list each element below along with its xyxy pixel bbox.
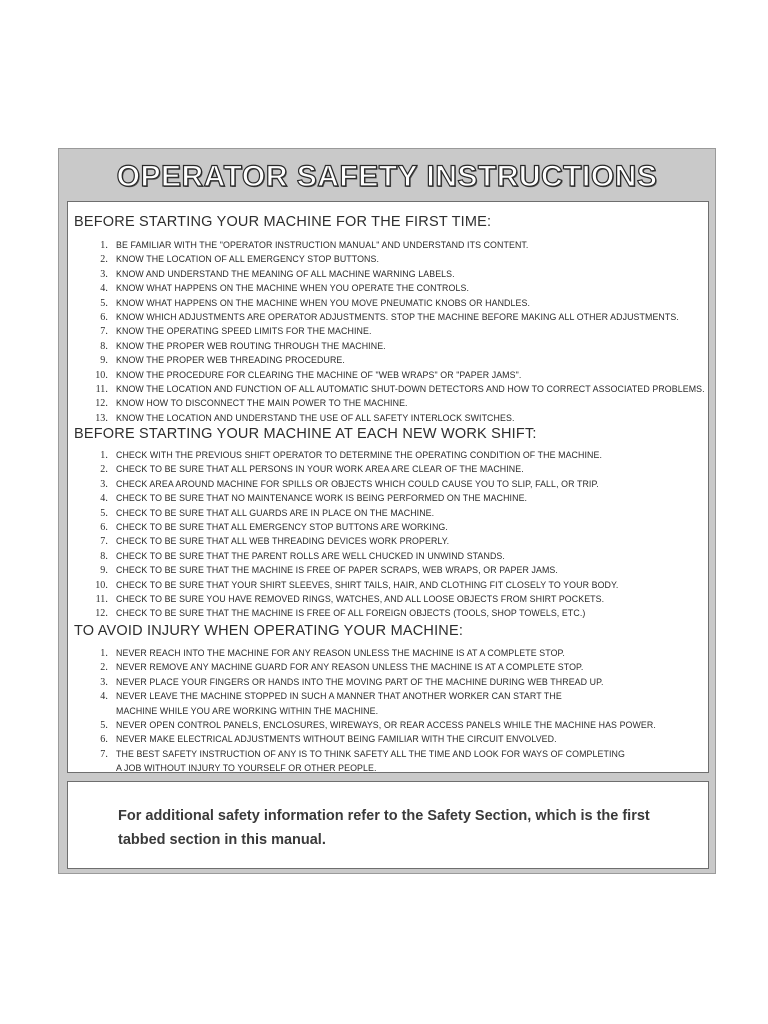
list-item <box>88 521 662 535</box>
item-text: NEVER REMOVE ANY MACHINE GUARD FOR ANY REASON UNLESS THE MACHINE IS AT A COMPLETE STOP. <box>116 662 584 674</box>
item-number: 2. <box>100 662 108 674</box>
list-item <box>88 507 662 521</box>
item-text: NEVER REACH INTO THE MACHINE FOR ANY REASON UNLESS THE MACHINE IS AT A COMPLETE STOP. <box>116 648 565 659</box>
item-text: CHECK TO BE SURE THAT NO MAINTENANCE WORK IS BEING PERFORMED ON THE MACHINE. <box>116 493 528 505</box>
section-heading-each-shift: BEFORE STARTING YOUR MACHINE AT EACH NEW WORK SHIFT: <box>74 426 537 442</box>
list-item <box>88 607 662 621</box>
item-number: 7. <box>100 326 108 338</box>
list-item <box>88 253 756 267</box>
item-number: 9. <box>100 565 108 577</box>
item-number: 5. <box>100 297 108 309</box>
item-number: 7. <box>100 536 108 548</box>
item-number <box>88 762 108 776</box>
instructions-panel <box>67 201 709 773</box>
item-number: 7. <box>100 748 108 760</box>
list-item <box>88 647 703 661</box>
item-number: 10. <box>95 579 108 591</box>
item-text: CHECK TO BE SURE THAT ALL GUARDS ARE IN PLACE ON THE MACHINE. <box>116 507 435 519</box>
list-item <box>88 282 756 296</box>
list-item <box>88 661 703 675</box>
item-text: NEVER PLACE YOUR FINGERS OR HANDS INTO THE MOVING PART OF THE MACHINE DURING WEB THREAD UP. <box>116 676 604 688</box>
list-item <box>88 354 756 368</box>
item-text: CHECK WITH THE PREVIOUS SHIFT OPERATOR TO DETERMINE THE OPERATING CONDITION OF THE MACHINE. <box>116 450 603 461</box>
list-item <box>88 369 756 383</box>
item-number: 4. <box>100 493 108 505</box>
item-number: 11. <box>95 384 108 396</box>
list-item <box>88 748 703 762</box>
section-heading-avoid-injury: TO AVOID INJURY WHEN OPERATING YOUR MACHINE: <box>74 623 464 639</box>
list-first-time <box>88 239 756 426</box>
list-item <box>88 463 662 477</box>
list-item <box>88 340 756 354</box>
item-number: 8. <box>100 340 108 352</box>
item-number: 12. <box>95 608 108 620</box>
list-each-shift <box>88 449 662 622</box>
item-text: KNOW THE PROCEDURE FOR CLEARING THE MACHINE OF "WEB WRAPS" OR "PAPER JAMS". <box>116 369 522 381</box>
item-number: 3. <box>100 268 108 280</box>
item-number: 5. <box>100 720 108 732</box>
item-text: NEVER OPEN CONTROL PANELS, ENCLOSURES, WIREWAYS, OR REAR ACCESS PANELS WHILE THE MACHINE HAS POWER. <box>116 720 656 732</box>
list-item <box>88 705 703 719</box>
item-text: THE BEST SAFETY INSTRUCTION OF ANY IS TO THINK SAFETY ALL THE TIME AND LOOK FOR WAYS OF COMPLETING <box>116 748 625 760</box>
item-text: KNOW THE LOCATION AND FUNCTION OF ALL AUTOMATIC SHUT-DOWN DETECTORS AND HOW TO CORRECT ASSOCIATED PROBLEMS. <box>116 384 705 396</box>
item-text: CHECK AREA AROUND MACHINE FOR SPILLS OR OBJECTS WHICH COULD CAUSE YOU TO SLIP, FALL, OR TRIP. <box>116 478 599 490</box>
item-number: 1. <box>100 240 108 251</box>
safety-instructions-sheet <box>58 148 716 874</box>
item-text: BE FAMILIAR WITH THE "OPERATOR INSTRUCTION MANUAL" AND UNDERSTAND ITS CONTENT. <box>116 240 529 251</box>
item-text: KNOW THE OPERATING SPEED LIMITS FOR THE MACHINE. <box>116 326 372 338</box>
list-item <box>88 676 703 690</box>
item-number: 4. <box>100 691 108 703</box>
item-text: A JOB WITHOUT INJURY TO YOURSELF OR OTHER PEOPLE. <box>116 763 377 775</box>
list-item <box>88 383 756 397</box>
item-text: KNOW THE PROPER WEB ROUTING THROUGH THE MACHINE. <box>116 340 386 352</box>
item-number: 9. <box>100 355 108 367</box>
item-text: KNOW WHAT HAPPENS ON THE MACHINE WHEN YOU MOVE PNEUMATIC KNOBS OR HANDLES. <box>116 297 531 309</box>
item-number: 4. <box>100 283 108 295</box>
list-item <box>88 564 662 578</box>
item-number: 1. <box>100 450 108 461</box>
item-text: KNOW THE LOCATION AND UNDERSTAND THE USE OF ALL SAFETY INTERLOCK SWITCHES. <box>116 412 515 424</box>
item-number: 1. <box>100 648 108 659</box>
list-item <box>88 325 756 339</box>
item-text: KNOW WHICH ADJUSTMENTS ARE OPERATOR ADJUSTMENTS. STOP THE MACHINE BEFORE MAKING ALL OTHER ADJUSTMENTS. <box>116 312 679 324</box>
title-bar <box>67 155 707 199</box>
item-number: 13. <box>95 412 108 424</box>
item-number: 12. <box>95 398 108 410</box>
item-text: NEVER MAKE ELECTRICAL ADJUSTMENTS WITHOUT BEING FAMILIAR WITH THE CIRCUIT ENVOLVED. <box>116 734 557 746</box>
list-avoid-injury <box>88 647 703 777</box>
list-item <box>88 478 662 492</box>
list-item <box>88 492 662 506</box>
list-item <box>88 550 662 564</box>
item-text: CHECK TO BE SURE THAT YOUR SHIRT SLEEVES, SHIRT TAILS, HAIR, AND CLOTHING FIT CLOSELY TO YOUR BODY. <box>116 579 619 591</box>
footer-panel <box>67 781 709 869</box>
item-text: CHECK TO BE SURE THAT THE MACHINE IS FREE OF PAPER SCRAPS, WEB WRAPS, OR PAPER JAMS. <box>116 565 558 577</box>
item-number: 3. <box>100 478 108 490</box>
item-text: MACHINE WHILE YOU ARE WORKING WITHIN THE MACHINE. <box>116 705 379 717</box>
item-number: 6. <box>100 522 108 534</box>
item-text: KNOW AND UNDERSTAND THE MEANING OF ALL MACHINE WARNING LABELS. <box>116 268 455 280</box>
list-item <box>88 579 662 593</box>
item-text: NEVER LEAVE THE MACHINE STOPPED IN SUCH A MANNER THAT ANOTHER WORKER CAN START THE <box>116 691 562 703</box>
list-item <box>88 412 756 426</box>
list-item <box>88 268 756 282</box>
list-item <box>88 733 703 747</box>
item-number: 11. <box>95 594 108 606</box>
page-title: OPERATOR SAFETY INSTRUCTIONS <box>116 160 658 193</box>
item-text: KNOW WHAT HAPPENS ON THE MACHINE WHEN YOU OPERATE THE CONTROLS. <box>116 283 470 295</box>
list-item <box>88 535 662 549</box>
item-number: 2. <box>100 464 108 476</box>
list-item <box>88 690 703 704</box>
item-number: 8. <box>100 550 108 562</box>
list-item <box>88 719 703 733</box>
item-number <box>88 705 108 719</box>
item-text: CHECK TO BE SURE YOU HAVE REMOVED RINGS, WATCHES, AND ALL LOOSE OBJECTS FROM SHIRT POCKETS. <box>116 594 605 606</box>
list-item <box>88 311 756 325</box>
item-number: 6. <box>100 734 108 746</box>
item-number: 10. <box>95 369 108 381</box>
item-text: KNOW THE PROPER WEB THREADING PROCEDURE. <box>116 355 345 367</box>
item-text: KNOW THE LOCATION OF ALL EMERGENCY STOP BUTTONS. <box>116 254 380 266</box>
list-item <box>88 449 662 463</box>
item-text: CHECK TO BE SURE THAT THE MACHINE IS FREE OF ALL FOREIGN OBJECTS (TOOLS, SHOP TOWELS, ETC.) <box>116 608 586 620</box>
item-number: 3. <box>100 676 108 688</box>
list-item <box>88 239 756 253</box>
list-item <box>88 593 662 607</box>
item-text: CHECK TO BE SURE THAT ALL WEB THREADING DEVICES WORK PROPERLY. <box>116 536 450 548</box>
item-number: 5. <box>100 507 108 519</box>
item-number: 2. <box>100 254 108 266</box>
section-heading-first-time: BEFORE STARTING YOUR MACHINE FOR THE FIRST TIME: <box>74 214 492 230</box>
list-item <box>88 397 756 411</box>
list-item <box>88 762 703 776</box>
list-item <box>88 297 756 311</box>
item-text: CHECK TO BE SURE THAT ALL PERSONS IN YOUR WORK AREA ARE CLEAR OF THE MACHINE. <box>116 464 524 476</box>
item-text: KNOW HOW TO DISCONNECT THE MAIN POWER TO THE MACHINE. <box>116 398 408 410</box>
item-text: CHECK TO BE SURE THAT THE PARENT ROLLS ARE WELL CHUCKED IN UNWIND STANDS. <box>116 550 505 562</box>
footer-note: For additional safety information refer to the Safety Section, which is the first tabbed section in this manual. <box>118 808 650 848</box>
item-text: CHECK TO BE SURE THAT ALL EMERGENCY STOP BUTTONS ARE WORKING. <box>116 522 448 534</box>
item-number: 6. <box>100 312 108 324</box>
